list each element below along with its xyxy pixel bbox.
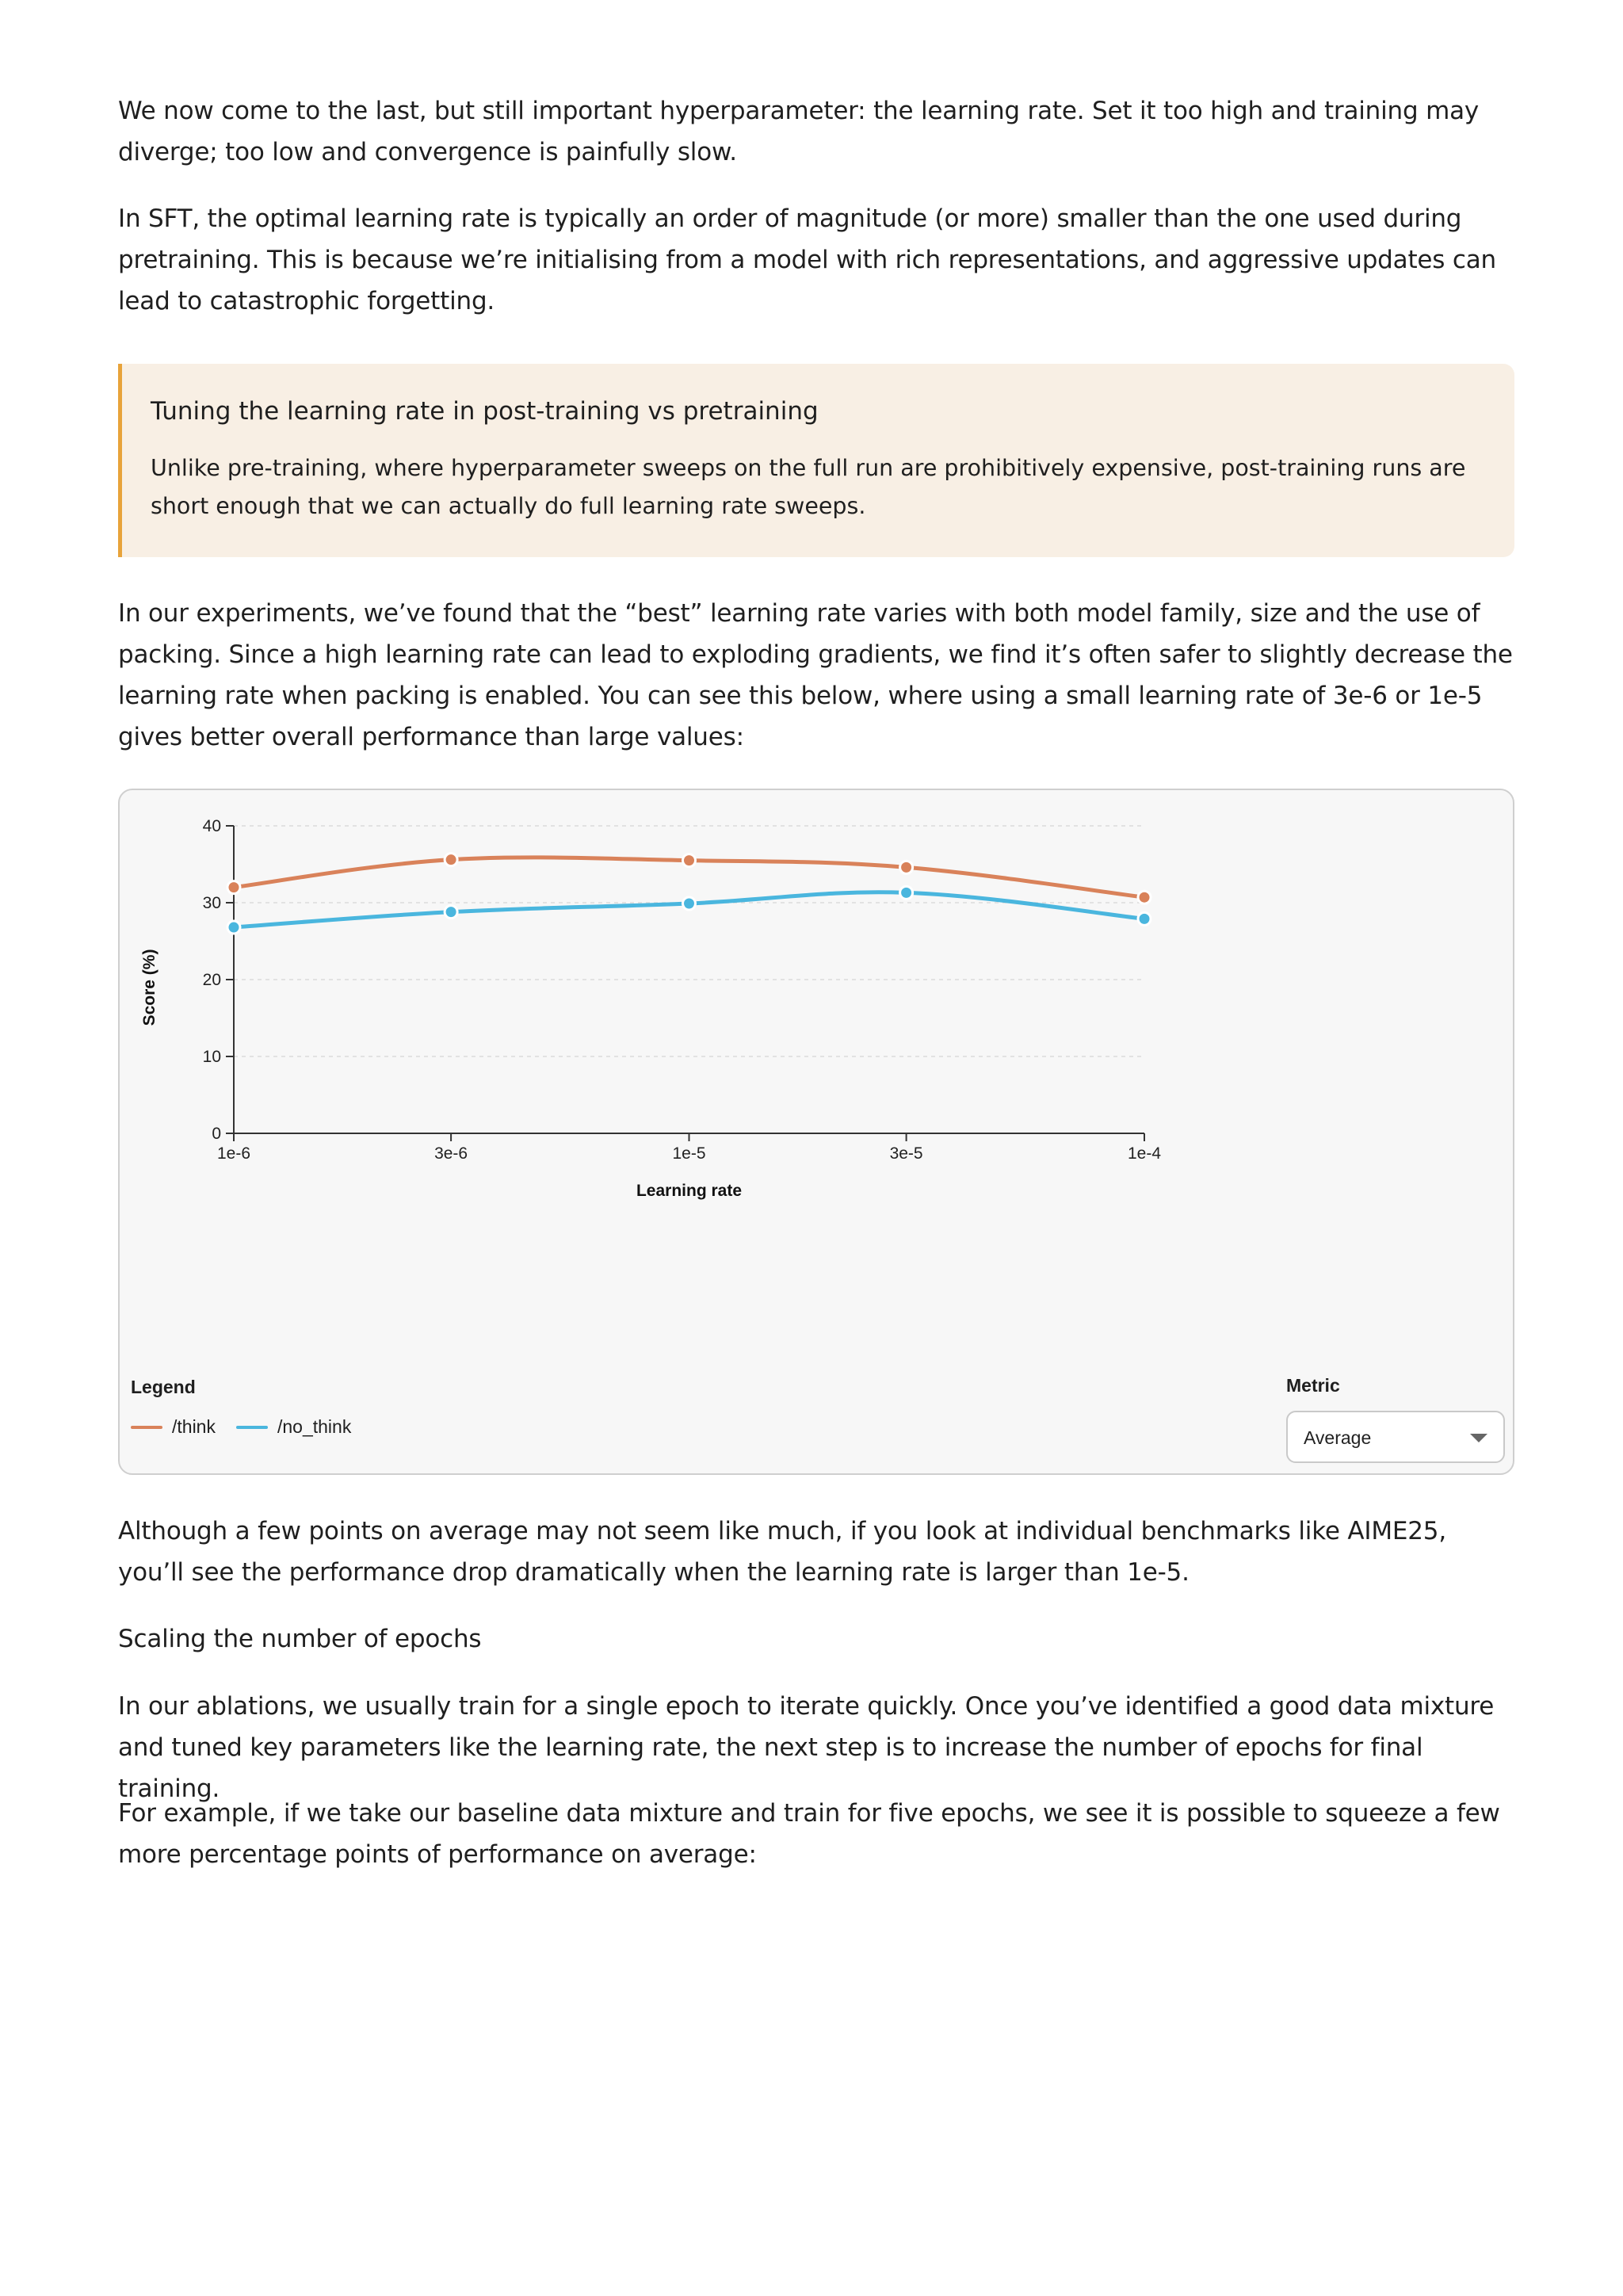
legend-item-no-think[interactable]	[236, 1416, 351, 1438]
legend	[131, 1416, 351, 1438]
y-tick-label: 30	[202, 894, 221, 912]
experiments-paragraph: In our experiments, we’ve found that the “best” learning rate varies with both model family, size and the use of packing. Since a high learning rate can lead to exploding gradients, we find it’s often safer to slightly decrease the learning rate when packing is enabled. You can see this below, where using a small learning rate of 3e-6 or 1e-5 gives better overall performance than large values:	[118, 599, 1513, 751]
x-tick-label: 1e-4	[1127, 1144, 1162, 1163]
metric-selected-value: Average	[1304, 1427, 1372, 1448]
legend-label-think: /think	[172, 1416, 216, 1437]
legend-swatch-no-think	[236, 1426, 268, 1429]
chart-card	[118, 789, 1514, 1475]
y-tick-label: 40	[202, 817, 221, 835]
legend-swatch-think	[131, 1426, 162, 1429]
data-point-think-2	[683, 854, 696, 867]
x-axis-label: Learning rate	[636, 1182, 743, 1200]
chevron-down-icon[interactable]	[1470, 1434, 1487, 1442]
data-point-no-think-2	[683, 897, 696, 910]
aime-paragraph: Although a few points on average may not seem like much, if you look at individual benchmarks like AIME25, you’ll see the performance drop dramatically when the learning rate is larger than 1e-5.	[118, 1517, 1446, 1587]
data-point-no-think-1	[445, 906, 457, 919]
y-axis-label: Score (%)	[140, 949, 158, 1026]
data-point-think-0	[227, 881, 240, 894]
x-tick-label: 3e-5	[889, 1144, 923, 1163]
metric-title: Metric	[1286, 1375, 1340, 1396]
legend-label-no-think: /no_think	[277, 1416, 352, 1437]
data-point-no-think-3	[900, 886, 913, 899]
x-tick-label: 3e-6	[434, 1144, 468, 1163]
data-point-no-think-0	[227, 921, 240, 934]
intro-paragraph-2: In SFT, the optimal learning rate is typically an order of magnitude (or more) smaller than the one used during pretraining. This is because we’re initialising from a model with rich representations, and aggressive updates can lead to catastrophic forgetting.	[118, 204, 1496, 315]
intro-paragraph-1: We now come to the last, but still important hyperparameter: the learning rate. Set it too high and training may diverge; too low and convergence is painfully slow.	[118, 97, 1480, 166]
section-heading: Scaling the number of epochs	[118, 1625, 482, 1653]
callout-body: Unlike pre-training, where hyperparameter sweeps on the full run are prohibitively expensive, post-training runs are short enough that we can actually do full learning rate sweeps.	[151, 455, 1466, 519]
x-tick-label: 1e-5	[672, 1144, 706, 1163]
legend-item-think[interactable]	[131, 1416, 216, 1438]
y-tick-label: 20	[202, 971, 221, 989]
callout-box	[118, 364, 1514, 557]
callout-title: Tuning the learning rate in post-training vs pretraining	[151, 397, 819, 426]
metric-select[interactable]	[1286, 1411, 1505, 1463]
y-tick-label: 10	[202, 1048, 221, 1066]
x-tick-label: 1e-6	[216, 1144, 251, 1163]
learning-rate-chart	[120, 790, 1513, 1473]
data-point-think-1	[445, 854, 457, 866]
epochs-paragraph: In our ablations, we usually train for a single epoch to iterate quickly. Once you’ve identified a good data mixture and tuned key parameters like the learning rate, the next step is to increase the number of epochs for final training.	[118, 1692, 1495, 1803]
data-point-think-4	[1138, 891, 1151, 904]
y-tick-label: 0	[212, 1125, 221, 1143]
data-point-think-3	[900, 861, 913, 873]
example-paragraph: For example, if we take our baseline data mixture and train for five epochs, we see it is possible to squeeze a few more percentage points of performance on average:	[118, 1799, 1500, 1869]
data-point-no-think-4	[1138, 912, 1151, 925]
legend-title: Legend	[131, 1377, 196, 1397]
